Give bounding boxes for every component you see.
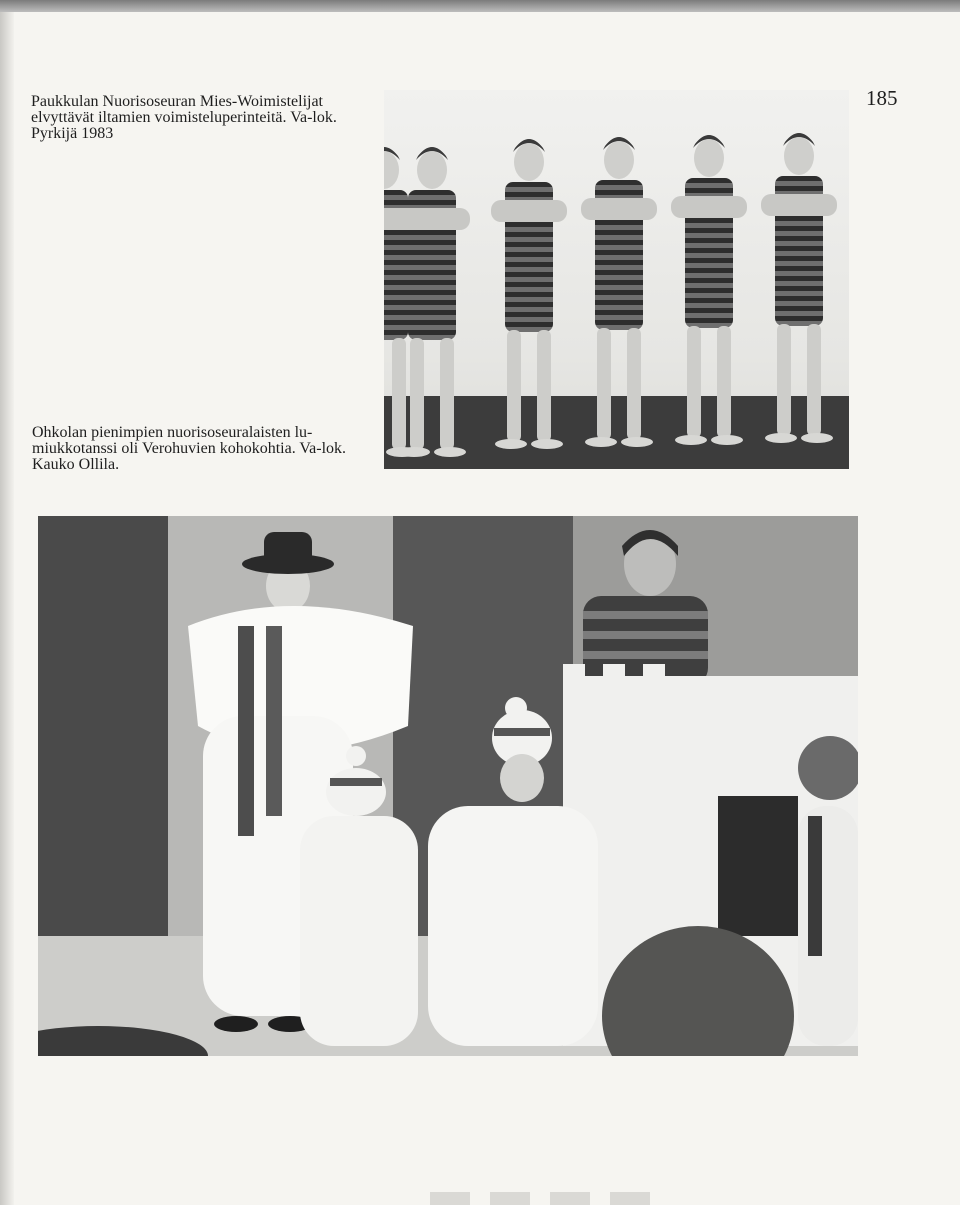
photo-strongmen — [384, 90, 849, 469]
snowmen-illustration — [38, 516, 858, 1056]
photo-snowmen — [38, 516, 858, 1056]
caption-strongmen: Paukkulan Nuorisoseuran Mies-Woimistelijat elvyttävät iltamien voimisteluperinteitä. Va-lok. Pyrkijä 1983 — [31, 93, 337, 142]
caption-snowmen: Ohkolan pienimpien nuorisoseuralaisten lu-miukkotanssi oli Verohuvien kohokohtia. Va-lok. Kauko Ollila. — [32, 424, 347, 473]
next-page-bleed-through — [430, 1192, 670, 1205]
scan-left-edge — [0, 12, 14, 1205]
scan-top-edge — [0, 0, 960, 12]
strongmen-illustration — [384, 90, 849, 469]
page-number: 185 — [866, 86, 898, 110]
